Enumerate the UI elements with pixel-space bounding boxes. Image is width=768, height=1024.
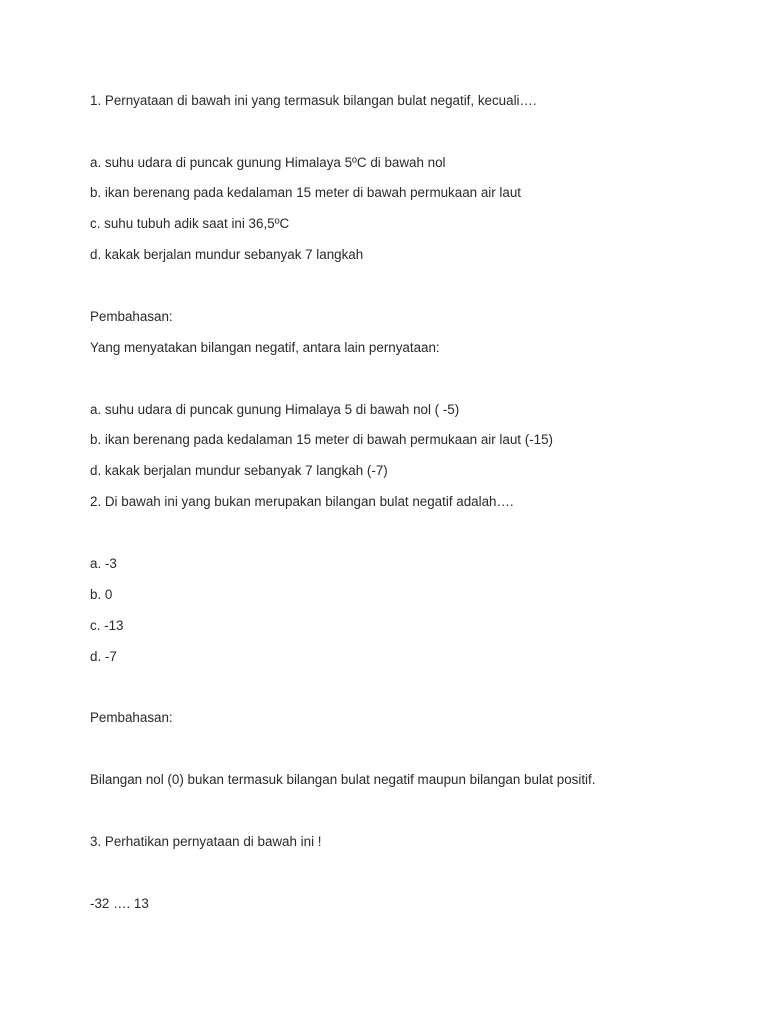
discussion-1-item-b: b. ikan berenang pada kedalaman 15 meter di bawah permukaan air laut (-15) <box>90 432 554 447</box>
discussion-2-text: Bilangan nol (0) bukan termasuk bilangan bulat negatif maupun bilangan bulat positif. <box>90 772 596 787</box>
question-2-text: 2. Di bawah ini yang bukan merupakan bilangan bulat negatif adalah…. <box>90 494 514 509</box>
question-3-comparison: -32 …. 13 <box>90 896 149 911</box>
discussion-1-item-a: a. suhu udara di puncak gunung Himalaya 5 di bawah nol ( -5) <box>90 402 460 417</box>
question-2-option-c: c. -13 <box>90 618 124 633</box>
question-1-option-b: b. ikan berenang pada kedalaman 15 meter di bawah permukaan air laut <box>90 185 522 200</box>
question-1-option-a: a. suhu udara di puncak gunung Himalaya 5ºC di bawah nol <box>90 155 446 170</box>
discussion-1-item-d: d. kakak berjalan mundur sebanyak 7 langkah (-7) <box>90 463 388 478</box>
question-1-option-c: c. suhu tubuh adik saat ini 36,5ºC <box>90 216 290 231</box>
discussion-2-heading: Pembahasan: <box>90 710 173 725</box>
question-2-option-b: b. 0 <box>90 587 113 602</box>
question-2-option-d: d. -7 <box>90 649 117 664</box>
discussion-1-heading: Pembahasan: <box>90 309 173 324</box>
question-1-text: 1. Pernyataan di bawah ini yang termasuk bilangan bulat negatif, kecuali…. <box>90 93 537 108</box>
question-1-option-d: d. kakak berjalan mundur sebanyak 7 langkah <box>90 247 364 262</box>
question-3-text: 3. Perhatikan pernyataan di bawah ini ! <box>90 834 322 849</box>
discussion-1-intro: Yang menyatakan bilangan negatif, antara lain pernyataan: <box>90 340 440 355</box>
question-2-option-a: a. -3 <box>90 556 117 571</box>
